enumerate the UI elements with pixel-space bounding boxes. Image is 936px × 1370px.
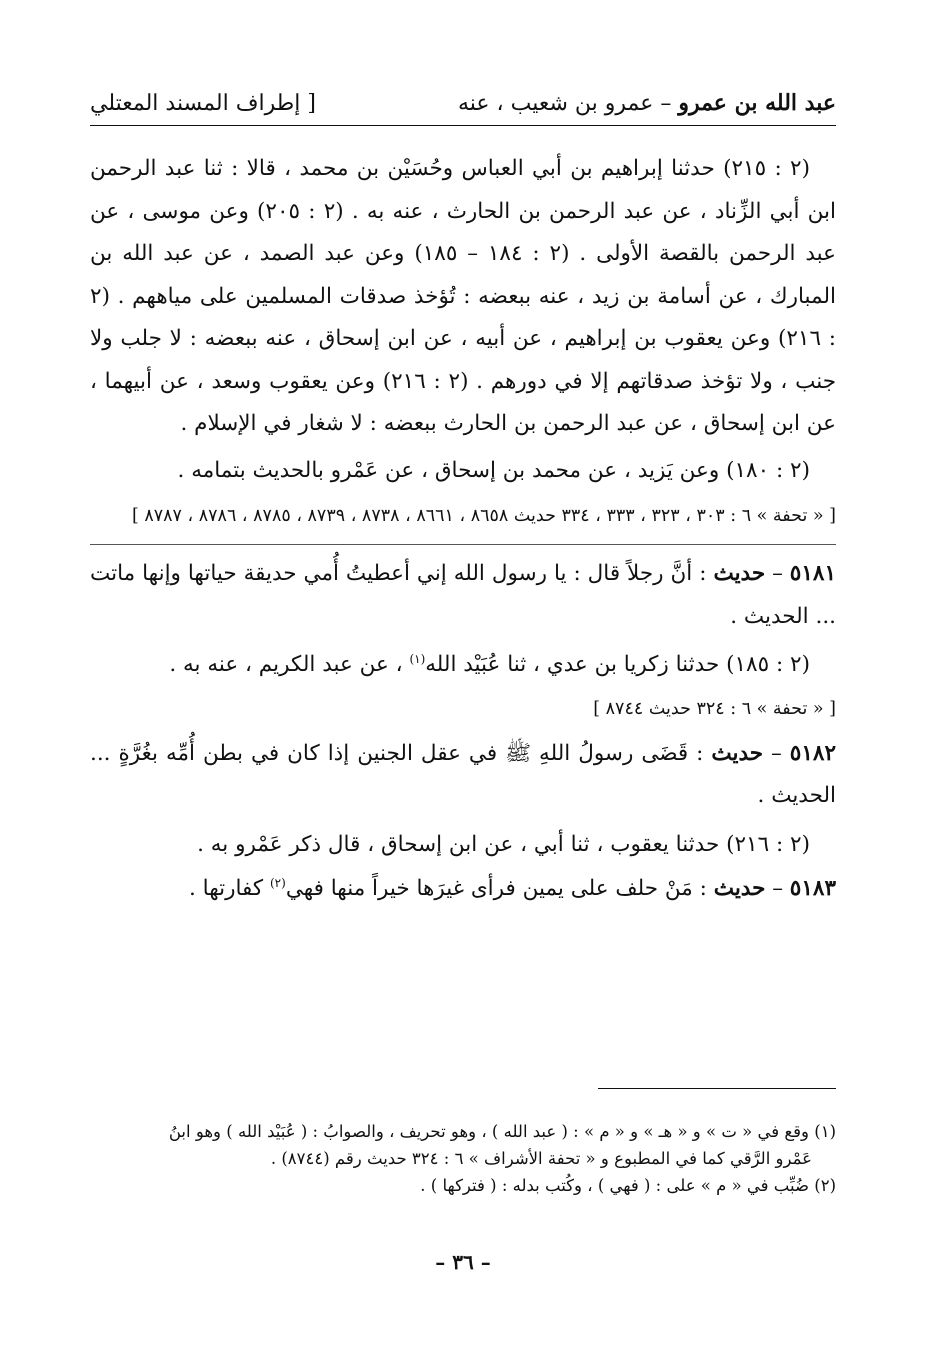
hadith-5182: ٥١٨٢ – حديث : قَضَى رسولُ اللهِ ﷺ في عقل الجنين إذا كان في بطن أُمِّه بغُرَّةٍ ... الحديث .	[90, 740, 836, 808]
tuhfa-reference-1: [ « تحفة » ٦ : ٣٠٣ ، ٣٢٣ ، ٣٣٣ ، ٣٣٤ حديث ٨٦٥٨ ، ٨٦٦١ ، ٨٧٣٨ ، ٨٧٣٩ ، ٨٧٨٥ ، ٨٧٨٦ ، ٨٧٨٧ ]	[131, 506, 836, 526]
footnote-2: (٢) ضُبِّب في « م » على : ( فهي ) ، وكُتب بدله : ( فتركها ) .	[420, 1176, 836, 1195]
footnote-1-continued: عَمْرو الرَّقي كما في المطبوع و « تحفة الأشراف » ٦ : ٣٢٤ حديث رقم (٨٧٤٤) .	[270, 1149, 812, 1168]
paragraph-isnad-1: (٢ : ٢١٥) حدثنا إبراهيم بن أبي العباس وحُسَيْن بن محمد ، قالا : ثنا عبد الرحمن ابن أبي الزِّناد ، عن عبد الرحمن بن الحارث ، عنه به . (٢ : ٢٠٥) وعن موسى ، عن عبد الرحمن بالقصة الأولى . (٢ : ١٨٤ – ١٨٥) وعن عبد الصمد ، عن عبد الله بن المبارك ، عن أسامة بن زيد ، عنه ببعضه : تُؤخذ صدقات المسلمين على مياههم . (٢ : ٢١٦) وعن يعقوب بن إبراهيم ، عن أبيه ، عن ابن إسحاق ، عنه ببعضه : لا جلب ولا جنب ، ولا تؤخذ صدقاتهم إلا في دورهم . (٢ : ٢١٦) وعن يعقوب وسعد ، عن أبيهما ، عن ابن إسحاق ، عن عبد الرحمن بن الحارث ببعضه : لا شغار في الإسلام .	[90, 156, 836, 436]
hadith-text: : مَنْ حلف على يمين فرأى غيرَها خيراً منها فهي	[285, 876, 714, 901]
hadith-text-end: كفارتها .	[188, 876, 270, 901]
hadith-keyword: حديث	[713, 561, 766, 586]
hadith-5181: ٥١٨١ – حديث : أنَّ رجلاً قال : يا رسول الله إني أعطيتُ أُمي حديقة حياتها وإنها ماتت ... الحديث .	[90, 561, 836, 629]
hadith-5183: ٥١٨٣ – حديث : مَنْ حلف على يمين فرأى غيرَها خيراً منها فهي$^{(٢)}$ كفارتها .	[188, 875, 836, 901]
section-divider	[90, 544, 836, 545]
footnote-ref-2: (٢)	[269, 875, 286, 890]
header-title	[458, 88, 836, 119]
hadith-text: : أنَّ رجلاً قال : يا رسول الله إني أعطيتُ أُمي حديقة حياتها وإنها ماتت ... الحديث .	[90, 561, 836, 629]
hadith-keyword: حديث	[713, 876, 766, 901]
footnote-separator	[598, 1088, 836, 1089]
paragraph-isnad-2: (٢ : ١٨٠) وعن يَزيد ، عن محمد بن إسحاق ، عن عَمْرو بالحديث بتمامه .	[177, 457, 810, 483]
paragraph-isnad-3	[90, 644, 836, 687]
footnotes	[90, 1118, 836, 1199]
header-book-title: [ إطراف المسند المعتلي	[90, 91, 316, 116]
header-title-rest: – عمرو بن شعيب ، عنه	[457, 91, 679, 116]
hadith-keyword: حديث	[711, 740, 764, 766]
hadith-number: ٥١٨٣	[789, 876, 836, 901]
hadith-text: : قَضَى رسولُ اللهِ ﷺ في عقل الجنين إذا كان في بطن أُمِّه بغُرَّةٍ ... الحديث .	[90, 740, 836, 808]
isnad-text: (٢ : ١٨٥) حدثنا زكريا بن عدي ، ثنا عُبَيْد الله	[425, 652, 810, 677]
page	[90, 88, 836, 1348]
isnad-text-end: ، عن عبد الكريم ، عنه به .	[169, 652, 410, 677]
hadith-number: ٥١٨١	[789, 561, 836, 586]
footnote-1: (١) وقع في « ت » و « هـ » و « م » : ( عبد الله ) ، وهو تحريف ، والصوابُ : ( عُبَيْد الله ) وهو ابنُ	[168, 1122, 836, 1141]
header-title-bold: عبد الله بن عمرو	[678, 90, 836, 116]
hadith-number: ٥١٨٢	[789, 740, 836, 766]
page-number: – ٣٦ –	[435, 1250, 491, 1274]
paragraph-isnad-4: (٢ : ٢١٦) حدثنا يعقوب ، ثنا أبي ، عن ابن إسحاق ، قال ذكر عَمْرو به .	[197, 831, 810, 857]
tuhfa-reference-2: [ « تحفة » ٦ : ٣٢٤ حديث ٨٧٤٤ ]	[593, 698, 836, 719]
running-header	[90, 88, 836, 126]
footnote-ref-1: (١)	[409, 651, 426, 666]
